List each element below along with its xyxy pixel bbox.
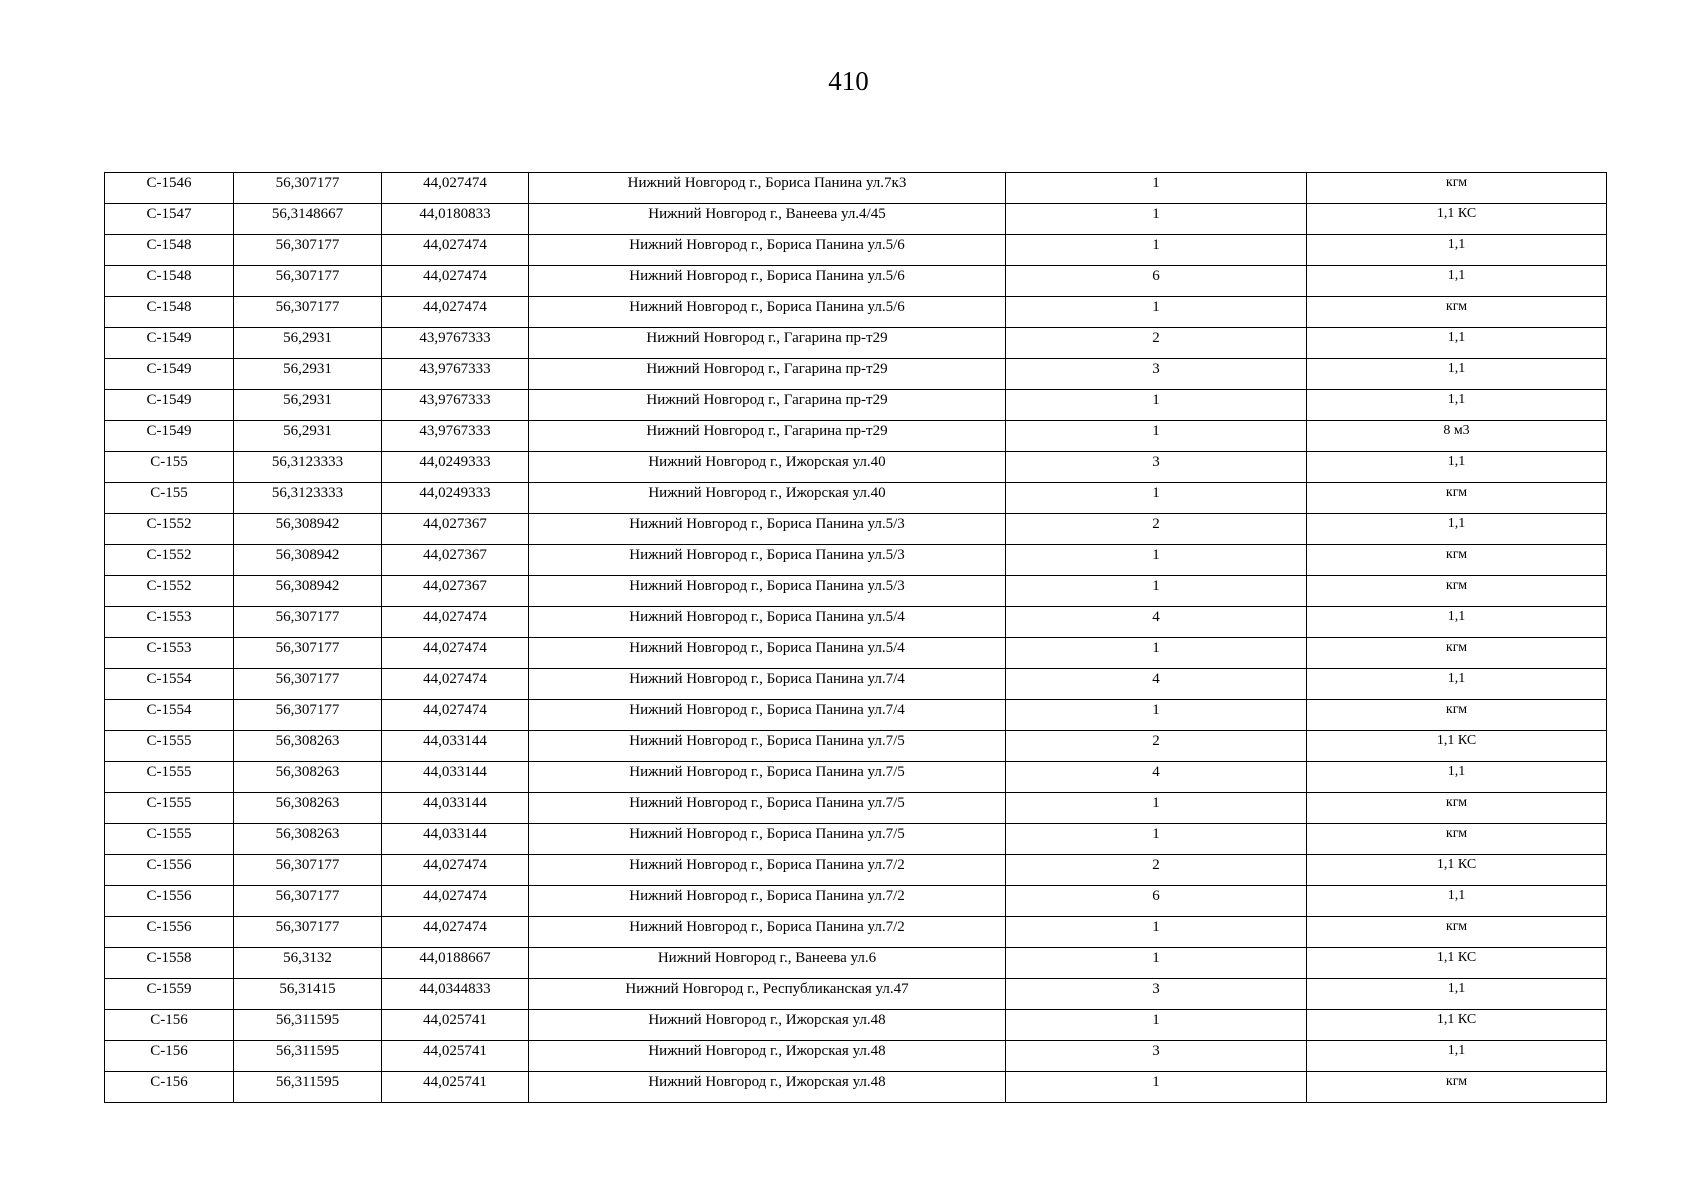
cell-unit: 1,1 КС [1307,855,1607,886]
cell-unit: кгм [1307,297,1607,328]
cell-longitude: 44,027474 [382,297,529,328]
cell-id: С-1553 [105,638,234,669]
cell-quantity: 1 [1006,390,1307,421]
table-row [105,235,1607,266]
cell-quantity: 1 [1006,824,1307,855]
cell-latitude: 56,31415 [234,979,382,1010]
cell-quantity: 1 [1006,948,1307,979]
cell-latitude: 56,2931 [234,328,382,359]
cell-quantity: 2 [1006,514,1307,545]
cell-id: С-155 [105,452,234,483]
cell-id: С-1556 [105,886,234,917]
page-number: 410 [828,66,869,96]
cell-latitude: 56,308263 [234,824,382,855]
table-row [105,204,1607,235]
cell-id: С-1552 [105,545,234,576]
cell-quantity: 1 [1006,421,1307,452]
cell-longitude: 44,033144 [382,731,529,762]
cell-address: Нижний Новгород г., Ижорская ул.48 [529,1041,1006,1072]
cell-latitude: 56,3148667 [234,204,382,235]
cell-unit: 1,1 [1307,359,1607,390]
table-row [105,669,1607,700]
cell-longitude: 44,033144 [382,762,529,793]
cell-unit: кгм [1307,824,1607,855]
cell-address: Нижний Новгород г., Бориса Панина ул.7к3 [529,173,1006,204]
cell-longitude: 44,0249333 [382,483,529,514]
table-row [105,700,1607,731]
cell-longitude: 44,027474 [382,669,529,700]
cell-quantity: 1 [1006,917,1307,948]
cell-address: Нижний Новгород г., Бориса Панина ул.7/5 [529,731,1006,762]
table-row [105,948,1607,979]
cell-unit: 1,1 [1307,762,1607,793]
cell-unit: кгм [1307,793,1607,824]
cell-latitude: 56,3132 [234,948,382,979]
table-row [105,886,1607,917]
cell-address: Нижний Новгород г., Ижорская ул.40 [529,452,1006,483]
cell-quantity: 1 [1006,204,1307,235]
cell-longitude: 43,9767333 [382,390,529,421]
cell-latitude: 56,307177 [234,855,382,886]
cell-quantity: 1 [1006,545,1307,576]
cell-latitude: 56,2931 [234,359,382,390]
cell-latitude: 56,307177 [234,669,382,700]
table-row [105,576,1607,607]
cell-latitude: 56,307177 [234,607,382,638]
cell-address: Нижний Новгород г., Бориса Панина ул.5/3 [529,514,1006,545]
cell-unit: кгм [1307,173,1607,204]
cell-longitude: 43,9767333 [382,328,529,359]
cell-address: Нижний Новгород г., Ванеева ул.4/45 [529,204,1006,235]
cell-latitude: 56,308942 [234,514,382,545]
cell-longitude: 44,025741 [382,1041,529,1072]
table-row [105,483,1607,514]
cell-id: С-1552 [105,514,234,545]
cell-longitude: 44,027474 [382,235,529,266]
table-row [105,855,1607,886]
cell-id: С-1552 [105,576,234,607]
cell-unit: кгм [1307,917,1607,948]
cell-latitude: 56,307177 [234,700,382,731]
cell-quantity: 2 [1006,731,1307,762]
cell-longitude: 44,025741 [382,1010,529,1041]
cell-longitude: 44,0249333 [382,452,529,483]
cell-id: С-1548 [105,297,234,328]
cell-longitude: 43,9767333 [382,359,529,390]
table-row [105,638,1607,669]
cell-longitude: 44,033144 [382,793,529,824]
table-row [105,917,1607,948]
cell-longitude: 44,027474 [382,917,529,948]
cell-address: Нижний Новгород г., Республиканская ул.47 [529,979,1006,1010]
cell-id: С-1556 [105,917,234,948]
cell-address: Нижний Новгород г., Бориса Панина ул.7/5 [529,762,1006,793]
cell-latitude: 56,307177 [234,266,382,297]
table-row [105,824,1607,855]
cell-latitude: 56,308263 [234,793,382,824]
cell-longitude: 44,027474 [382,607,529,638]
cell-latitude: 56,307177 [234,297,382,328]
cell-unit: 1,1 КС [1307,731,1607,762]
cell-latitude: 56,308263 [234,731,382,762]
table-row [105,1041,1607,1072]
cell-address: Нижний Новгород г., Ижорская ул.48 [529,1072,1006,1103]
cell-address: Нижний Новгород г., Бориса Панина ул.7/5 [529,793,1006,824]
cell-longitude: 44,0188667 [382,948,529,979]
cell-unit: 1,1 [1307,266,1607,297]
cell-unit: 1,1 [1307,886,1607,917]
cell-quantity: 1 [1006,1010,1307,1041]
table-row [105,1072,1607,1103]
cell-address: Нижний Новгород г., Бориса Панина ул.5/3 [529,576,1006,607]
cell-unit: 1,1 [1307,1041,1607,1072]
cell-latitude: 56,311595 [234,1072,382,1103]
cell-latitude: 56,307177 [234,917,382,948]
table-row [105,266,1607,297]
cell-quantity: 4 [1006,669,1307,700]
cell-address: Нижний Новгород г., Бориса Панина ул.7/5 [529,824,1006,855]
cell-latitude: 56,2931 [234,421,382,452]
cell-quantity: 2 [1006,855,1307,886]
cell-quantity: 1 [1006,483,1307,514]
cell-unit: 1,1 [1307,979,1607,1010]
cell-unit: 1,1 [1307,390,1607,421]
cell-unit: кгм [1307,1072,1607,1103]
cell-address: Нижний Новгород г., Ижорская ул.40 [529,483,1006,514]
cell-id: С-1555 [105,824,234,855]
cell-unit: кгм [1307,576,1607,607]
cell-quantity: 3 [1006,1041,1307,1072]
cell-longitude: 43,9767333 [382,421,529,452]
cell-id: С-1559 [105,979,234,1010]
cell-longitude: 44,027474 [382,855,529,886]
cell-id: С-1549 [105,328,234,359]
cell-quantity: 6 [1006,886,1307,917]
cell-id: С-155 [105,483,234,514]
cell-unit: кгм [1307,700,1607,731]
cell-latitude: 56,307177 [234,235,382,266]
cell-latitude: 56,307177 [234,886,382,917]
cell-latitude: 56,311595 [234,1041,382,1072]
cell-quantity: 1 [1006,1072,1307,1103]
cell-longitude: 44,027474 [382,886,529,917]
cell-unit: 1,1 [1307,607,1607,638]
cell-quantity: 4 [1006,607,1307,638]
cell-address: Нижний Новгород г., Бориса Панина ул.5/4 [529,607,1006,638]
cell-address: Нижний Новгород г., Гагарина пр-т29 [529,359,1006,390]
cell-id: С-1549 [105,390,234,421]
table-row [105,390,1607,421]
cell-latitude: 56,308942 [234,576,382,607]
cell-id: С-1554 [105,700,234,731]
table-row [105,979,1607,1010]
cell-quantity: 6 [1006,266,1307,297]
cell-unit: 1,1 [1307,514,1607,545]
cell-latitude: 56,3123333 [234,483,382,514]
cell-unit: 8 м3 [1307,421,1607,452]
cell-id: С-1546 [105,173,234,204]
cell-latitude: 56,308263 [234,762,382,793]
cell-id: С-1554 [105,669,234,700]
cell-longitude: 44,0180833 [382,204,529,235]
cell-address: Нижний Новгород г., Бориса Панина ул.5/4 [529,638,1006,669]
cell-latitude: 56,2931 [234,390,382,421]
cell-quantity: 1 [1006,173,1307,204]
cell-id: С-1549 [105,359,234,390]
cell-id: С-1553 [105,607,234,638]
cell-unit: 1,1 КС [1307,204,1607,235]
cell-address: Нижний Новгород г., Бориса Панина ул.7/2 [529,917,1006,948]
cell-longitude: 44,027367 [382,514,529,545]
cell-unit: кгм [1307,545,1607,576]
cell-latitude: 56,311595 [234,1010,382,1041]
cell-id: С-1558 [105,948,234,979]
cell-longitude: 44,027474 [382,638,529,669]
cell-quantity: 1 [1006,793,1307,824]
table-row [105,793,1607,824]
cell-quantity: 1 [1006,700,1307,731]
cell-address: Нижний Новгород г., Бориса Панина ул.7/2 [529,855,1006,886]
cell-quantity: 1 [1006,638,1307,669]
cell-address: Нижний Новгород г., Бориса Панина ул.5/6 [529,266,1006,297]
cell-quantity: 1 [1006,576,1307,607]
cell-id: С-1556 [105,855,234,886]
cell-address: Нижний Новгород г., Бориса Панина ул.7/4 [529,700,1006,731]
cell-address: Нижний Новгород г., Гагарина пр-т29 [529,421,1006,452]
cell-unit: 1,1 [1307,328,1607,359]
cell-unit: кгм [1307,483,1607,514]
cell-latitude: 56,307177 [234,638,382,669]
cell-unit: 1,1 [1307,235,1607,266]
table-row [105,452,1607,483]
cell-id: С-1547 [105,204,234,235]
cell-id: С-1548 [105,266,234,297]
cell-quantity: 2 [1006,328,1307,359]
cell-id: С-1555 [105,731,234,762]
cell-latitude: 56,308942 [234,545,382,576]
cell-id: С-156 [105,1010,234,1041]
cell-address: Нижний Новгород г., Бориса Панина ул.7/2 [529,886,1006,917]
cell-unit: 1,1 [1307,452,1607,483]
cell-quantity: 4 [1006,762,1307,793]
cell-address: Нижний Новгород г., Ванеева ул.6 [529,948,1006,979]
cell-latitude: 56,3123333 [234,452,382,483]
table-body [105,173,1607,1103]
cell-address: Нижний Новгород г., Бориса Панина ул.5/6 [529,235,1006,266]
cell-quantity: 1 [1006,235,1307,266]
cell-unit: 1,1 [1307,669,1607,700]
table-row [105,607,1607,638]
cell-quantity: 3 [1006,979,1307,1010]
table-row [105,421,1607,452]
cell-unit: кгм [1307,638,1607,669]
table-row [105,731,1607,762]
cell-quantity: 1 [1006,297,1307,328]
cell-id: С-156 [105,1041,234,1072]
cell-quantity: 3 [1006,452,1307,483]
cell-address: Нижний Новгород г., Гагарина пр-т29 [529,390,1006,421]
cell-longitude: 44,027367 [382,545,529,576]
table-row [105,359,1607,390]
cell-id: С-1555 [105,762,234,793]
cell-address: Нижний Новгород г., Бориса Панина ул.5/6 [529,297,1006,328]
cell-longitude: 44,027474 [382,173,529,204]
table-row [105,297,1607,328]
cell-address: Нижний Новгород г., Гагарина пр-т29 [529,328,1006,359]
cell-longitude: 44,033144 [382,824,529,855]
cell-longitude: 44,027367 [382,576,529,607]
table-row [105,173,1607,204]
table-row [105,514,1607,545]
cell-address: Нижний Новгород г., Ижорская ул.48 [529,1010,1006,1041]
cell-longitude: 44,025741 [382,1072,529,1103]
cell-longitude: 44,027474 [382,266,529,297]
table-row [105,545,1607,576]
cell-longitude: 44,027474 [382,700,529,731]
cell-id: С-156 [105,1072,234,1103]
cell-quantity: 3 [1006,359,1307,390]
table-row [105,762,1607,793]
cell-latitude: 56,307177 [234,173,382,204]
cell-id: С-1555 [105,793,234,824]
cell-id: С-1549 [105,421,234,452]
cell-id: С-1548 [105,235,234,266]
table-row [105,328,1607,359]
table-row [105,1010,1607,1041]
cell-unit: 1,1 КС [1307,1010,1607,1041]
cell-address: Нижний Новгород г., Бориса Панина ул.7/4 [529,669,1006,700]
data-table [104,172,1607,1103]
cell-unit: 1,1 КС [1307,948,1607,979]
cell-longitude: 44,0344833 [382,979,529,1010]
cell-address: Нижний Новгород г., Бориса Панина ул.5/3 [529,545,1006,576]
